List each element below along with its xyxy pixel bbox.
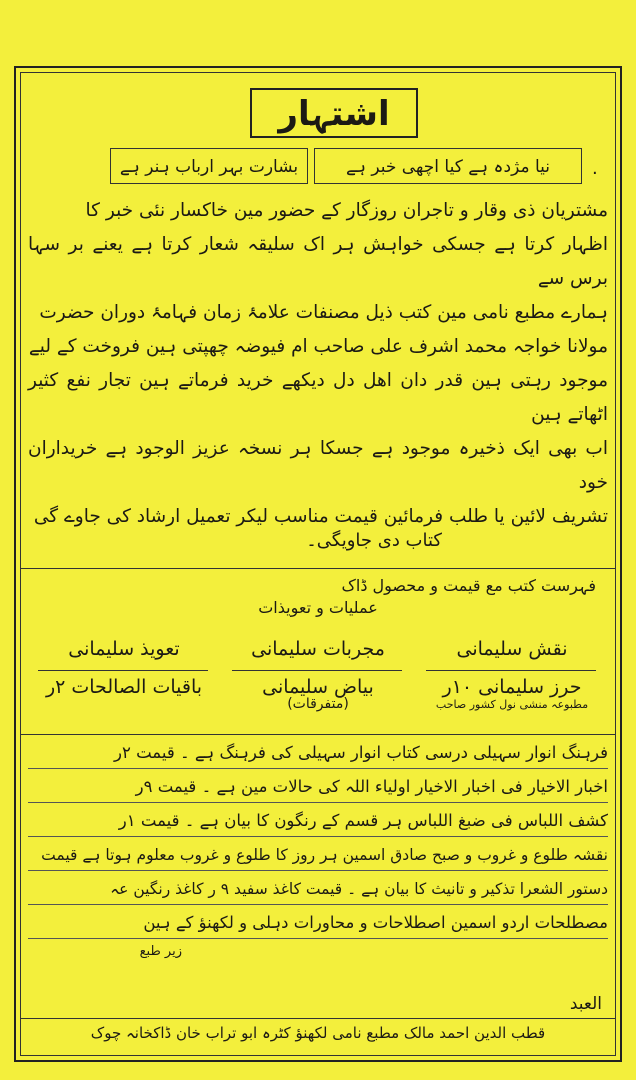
price-row: فرہنگ انوار سہیلی درسی کتاب انوار سہیلی کی فرہنگ ہے ۔ قیمت ۲ر (28, 738, 608, 769)
col-hirz-title: حرز سلیمانی ۱۰ر (442, 676, 582, 698)
col-hirz (422, 676, 602, 711)
page-title: اشتہار (250, 88, 418, 138)
advertisement-page (14, 66, 622, 1062)
col-bayaz-title: بیاض سلیمانی (262, 676, 374, 698)
price-row: مصطلحات اردو اسمین اصطلاحات و محاورات دہلی و لکھنؤ کے ہین (28, 908, 608, 939)
catalog-subtitle: عملیات و تعویذات (258, 598, 378, 617)
col-bayaz-note: (متفرقات) (287, 696, 349, 712)
price-row: نقشہ طلوع و غروب و صبح صادق اسمین ہر روز کا طلوع و غروب معلوم ہوتا ہے قیمت (28, 840, 608, 871)
body-line: مشتریان ذی وقار و تاجران روزگار کے حضور مین خاکسار نئی خبر کا (85, 200, 608, 221)
price-row: دستور الشعرا تذکیر و تانیث کا بیان ہے ۔ قیمت کاغذ سفید ۹ ر کاغذ رنگین عہ (28, 874, 608, 905)
col-taweez: تعویذ سلیمانی (68, 638, 180, 660)
tagline-left: نیا مژدہ ہے کیا اچھی خبر ہے (314, 148, 582, 184)
col-naqsh: نقش سلیمانی (456, 638, 568, 660)
catalog-title: فہرست کتب مع قیمت و محصول ڈاک (341, 576, 596, 595)
col-rule (426, 670, 596, 671)
body-line: اب بھی ایک ذخیرہ موجود ہے جسکا ہر نسخہ عزیز الوجود ہے خریداران خود (28, 438, 608, 493)
body-line: ہمارے مطبع نامی مین کتب ذیل مصنفات علامۂ زمان فہامۂ دوران حضرت (39, 302, 608, 323)
divider (20, 734, 616, 735)
col-bayaz (228, 676, 408, 711)
announcement-body (28, 194, 608, 534)
body-line: اظہار کرتا ہے جسکی خواہش ہر اک سلیقہ شعار کرتا ہے یعنے بر سہا برس سے (28, 234, 608, 289)
signature: العبد (569, 994, 602, 1014)
price-row: اخبار الاخیار فی اخبار الاخیار اولیاء اللہ کی حالات مین ہے ۔ قیمت ۹ر (28, 772, 608, 803)
body-line: مولانا خواجہ محمد اشرف علی صاحب ام فیوضہ چھپتی ہین فروخت کے لیے (28, 336, 608, 357)
col-hirz-note: مطبوعہ منشی نول کشور صاحب (435, 698, 589, 711)
body-last-line: کتاب دی جاویگی۔ (306, 530, 442, 551)
tagline-right: بشارت بہر ارباب ہنر ہے (110, 148, 308, 184)
publisher-footer: قطب الدین احمد مالک مطبع نامی لکھنؤ کٹرہ ابو تراب خان ڈاکخانہ چوک (90, 1024, 546, 1042)
divider (20, 568, 616, 569)
col-rule (232, 670, 402, 671)
price-row: کشف اللباس فی ضبغ اللباس ہر قسم کے رنگون کا بیان ہے ۔ قیمت ۱ر (28, 806, 608, 837)
col-rule (38, 670, 208, 671)
body-line: تشریف لائین یا طلب فرمائین قیمت مناسب لیکر تعمیل ارشاد کی جاوے گی (33, 506, 608, 527)
col-mujarrabat: مجربات سلیمانی (251, 638, 385, 660)
bullet-dot: . (592, 158, 598, 179)
col-baqiyat: باقیات الصالحات ۲ر (45, 676, 203, 698)
body-line: موجود رہتی ہین قدر دان اهل دل دیکھے خرید فرماتے ہین تجار نفع کثیر اٹھاتے ہین (28, 370, 608, 425)
under-print-note: زیر طبع (139, 944, 182, 959)
divider (20, 1018, 616, 1019)
